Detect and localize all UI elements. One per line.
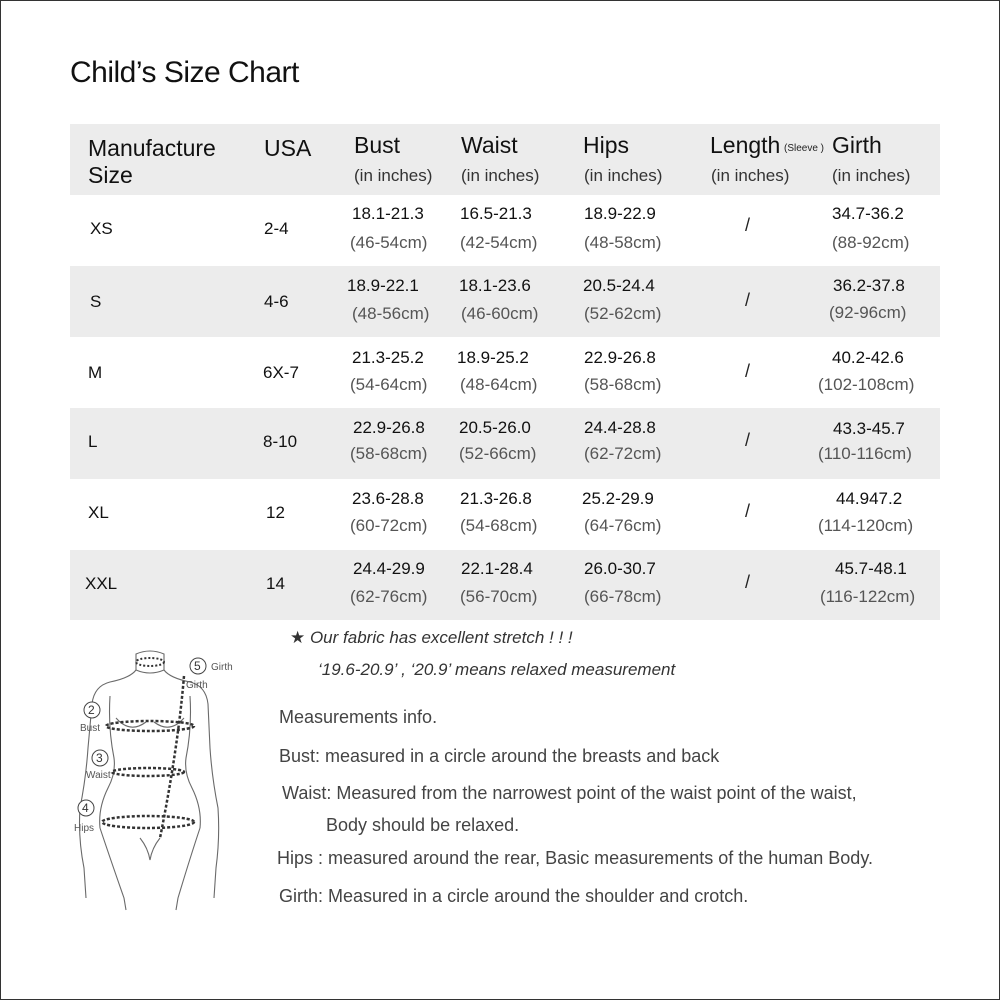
header-length-note: (Sleeve )	[784, 143, 825, 154]
row-hips-in: 18.9-22.9	[584, 204, 656, 223]
row-bust-cm: (60-72cm)	[350, 516, 428, 535]
bust-marker	[80, 702, 100, 734]
row-usa: 12	[266, 503, 285, 522]
row-girth-cm: (114-120cm)	[818, 516, 914, 535]
row-bust-in: 18.1-21.3	[352, 204, 424, 223]
row-hips-in: 26.0-30.7	[584, 559, 656, 578]
header-bust-unit: (in inches)	[354, 166, 433, 185]
row-hips-cm: (48-58cm)	[584, 233, 662, 252]
svg-text:4: 4	[82, 801, 89, 815]
girth-marker	[186, 658, 233, 691]
info-bust: Bust: measured in a circle around the breasts and back	[279, 746, 720, 766]
svg-text:3: 3	[96, 751, 103, 765]
table-row	[70, 195, 940, 266]
row-bust-in: 24.4-29.9	[353, 559, 425, 578]
header-waist-unit: (in inches)	[461, 166, 540, 185]
header-girth-unit: (in inches)	[832, 166, 911, 185]
svg-text:Girth: Girth	[186, 680, 208, 691]
row-bust-in: 23.6-28.8	[352, 489, 424, 508]
row-waist-in: 20.5-26.0	[459, 418, 531, 437]
row-bust-cm: (46-54cm)	[350, 233, 428, 252]
row-hips-in: 20.5-24.4	[583, 276, 655, 295]
table-row	[70, 337, 940, 408]
row-waist-cm: (42-54cm)	[460, 233, 538, 252]
row-usa: 14	[266, 574, 285, 593]
page-title: Child’s Size Chart	[70, 56, 299, 89]
table-row	[70, 550, 940, 620]
row-size: S	[90, 292, 102, 311]
row-girth-cm: (88-92cm)	[832, 233, 910, 252]
row-girth-in: 36.2-37.8	[833, 276, 905, 295]
row-waist-in: 21.3-26.8	[460, 489, 532, 508]
table-row	[70, 479, 940, 550]
row-girth-cm: (102-108cm)	[818, 375, 915, 394]
row-girth-cm: (110-116cm)	[818, 444, 912, 463]
row-usa: 6X-7	[263, 363, 299, 382]
size-chart-table	[70, 124, 940, 620]
row-bust-in: 18.9-22.1	[347, 276, 419, 295]
info-waist-line2: Body should be relaxed.	[326, 815, 520, 835]
row-girth-in: 45.7-48.1	[835, 559, 907, 578]
header-manufacture-line2: Size	[88, 162, 133, 188]
row-waist-in: 18.9-25.2	[457, 348, 529, 367]
row-girth-in: 40.2-42.6	[832, 348, 904, 367]
row-size: XL	[88, 503, 109, 522]
row-hips-cm: (52-62cm)	[584, 304, 662, 323]
header-hips-unit: (in inches)	[584, 166, 663, 185]
waist-marker	[86, 750, 111, 781]
row-length: /	[745, 215, 751, 235]
info-hips: Hips : measured around the rear, Basic measurements of the human Body.	[277, 848, 873, 868]
row-girth-in: 34.7-36.2	[832, 204, 904, 223]
svg-text:Hips: Hips	[74, 823, 95, 834]
row-waist-cm: (52-66cm)	[459, 444, 537, 463]
row-bust-in: 22.9-26.8	[353, 418, 425, 437]
svg-text:Bust: Bust	[80, 723, 101, 734]
row-length: /	[745, 501, 751, 521]
row-size: L	[88, 432, 98, 451]
header-bust: Bust	[354, 132, 401, 158]
svg-text:2: 2	[88, 703, 95, 717]
row-waist-in: 16.5-21.3	[460, 204, 532, 223]
row-hips-in: 25.2-29.9	[582, 489, 654, 508]
row-girth-in: 44.947.2	[836, 489, 903, 508]
row-waist-in: 18.1-23.6	[459, 276, 531, 295]
hips-marker	[74, 800, 94, 834]
row-hips-cm: (64-76cm)	[584, 516, 662, 535]
row-hips-cm: (66-78cm)	[584, 587, 662, 606]
row-bust-cm: (48-56cm)	[352, 304, 430, 323]
row-length: /	[745, 361, 751, 381]
row-waist-cm: (48-64cm)	[460, 375, 538, 394]
row-waist-cm: (46-60cm)	[461, 304, 539, 323]
row-size: XXL	[85, 574, 118, 593]
svg-text:5: 5	[194, 659, 201, 673]
row-waist-cm: (56-70cm)	[460, 587, 538, 606]
row-bust-cm: (54-64cm)	[350, 375, 428, 394]
info-girth: Girth: Measured in a circle around the shoulder and crotch.	[279, 886, 749, 906]
info-waist-line1: Waist: Measured from the narrowest point of the waist point of the waist,	[282, 783, 857, 803]
header-length-unit: (in inches)	[711, 166, 790, 185]
table-header-row	[70, 124, 940, 195]
header-waist: Waist	[461, 132, 518, 158]
header-usa: USA	[264, 135, 312, 161]
stretch-note: ★ Our fabric has excellent stretch ! ! !	[290, 628, 573, 647]
row-bust-cm: (62-76cm)	[350, 587, 428, 606]
body-measurement-figure	[70, 648, 250, 918]
row-waist-cm: (54-68cm)	[460, 516, 538, 535]
header-length: Length	[710, 132, 781, 158]
row-waist-in: 22.1-28.4	[461, 559, 533, 578]
row-hips-cm: (58-68cm)	[584, 375, 662, 394]
header-manufacture-line1: Manufacture	[88, 135, 216, 161]
table-row	[70, 266, 940, 337]
row-hips-in: 22.9-26.8	[584, 348, 656, 367]
row-size: M	[88, 363, 103, 382]
row-length: /	[745, 430, 751, 450]
header-girth: Girth	[832, 132, 882, 158]
info-heading: Measurements info.	[279, 707, 438, 727]
row-size: XS	[90, 219, 113, 238]
row-length: /	[745, 290, 751, 310]
svg-text:Girth: Girth	[211, 662, 233, 673]
row-girth-cm: (92-96cm)	[829, 303, 907, 322]
header-hips: Hips	[583, 132, 630, 158]
row-girth-in: 43.3-45.7	[833, 419, 905, 438]
row-hips-in: 24.4-28.8	[584, 418, 656, 437]
row-bust-in: 21.3-25.2	[352, 348, 424, 367]
row-usa: 8-10	[263, 432, 298, 451]
row-usa: 4-6	[264, 292, 289, 311]
row-hips-cm: (62-72cm)	[584, 444, 662, 463]
row-girth-cm: (116-122cm)	[820, 587, 916, 606]
svg-text:Waist: Waist	[86, 770, 111, 781]
table-row	[70, 408, 940, 479]
body-outline-illustration	[70, 648, 250, 918]
row-length: /	[745, 572, 751, 592]
row-bust-cm: (58-68cm)	[350, 444, 428, 463]
row-usa: 2-4	[264, 219, 289, 238]
relaxed-note: ‘19.6-20.9’ , ‘20.9’ means relaxed measurement	[318, 660, 676, 679]
